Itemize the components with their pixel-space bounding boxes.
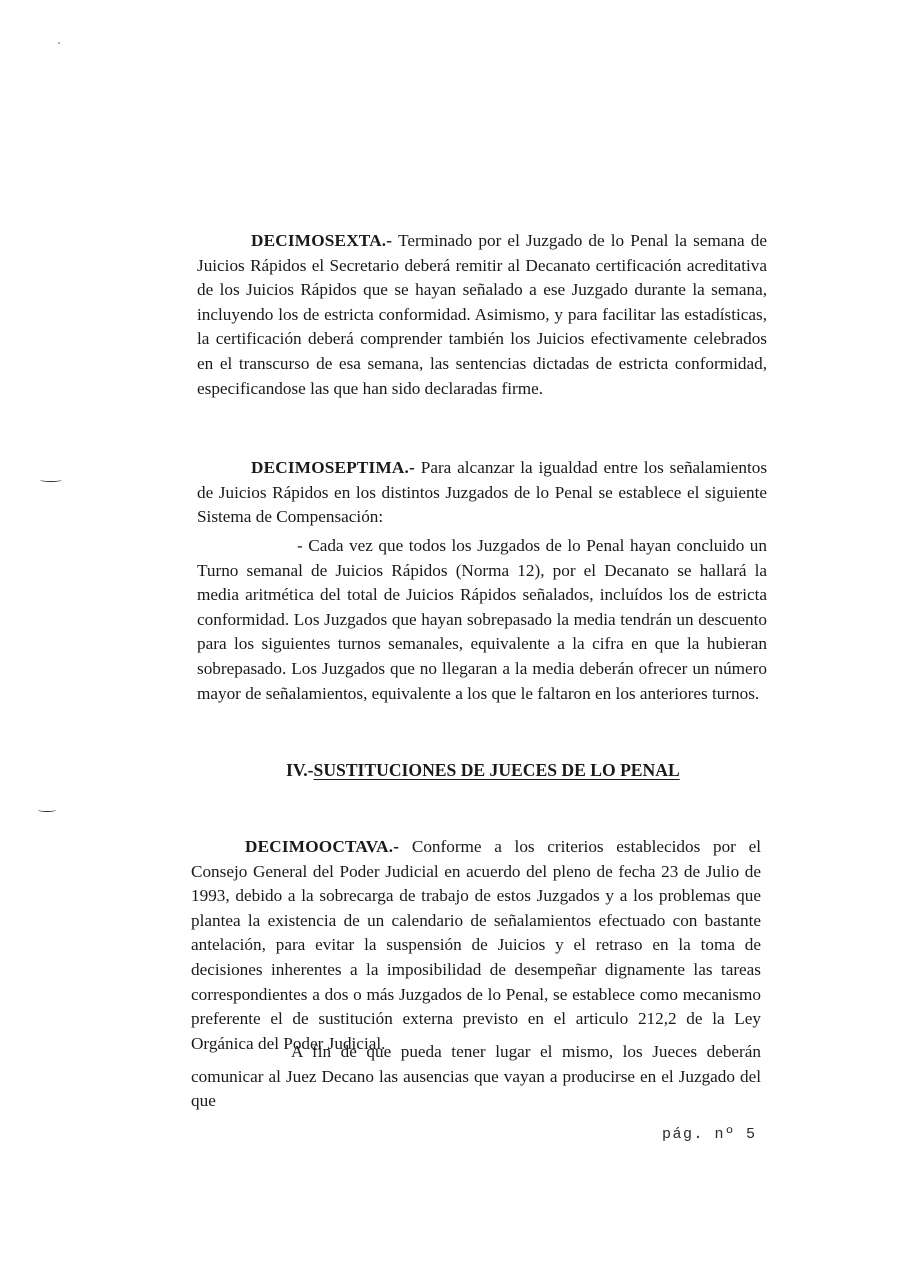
scan-mark [38, 808, 56, 812]
section-title-text: SUSTITUCIONES DE JUECES DE LO PENAL [313, 760, 680, 780]
clause-decimooctava-continuation [191, 1040, 761, 1114]
section-number: IV.- [286, 760, 314, 780]
clause-decimoseptima [197, 456, 767, 530]
clause-continuation-text: A fin de que pueda tener lugar el mismo, los Jueces deberán comunicar al Juez Decano las ausencias que vayan a producirse en el Juzgado del que [191, 1042, 761, 1111]
clause-decimooctava [191, 835, 761, 1056]
clause-text: Conforme a los criterios establecidos por el Consejo General del Poder Judicial en acuerdo del pleno de fecha 23 de Julio de 1993, debido a la sobrecarga de trabajo de estos Juzgados y a los problemas que plantea la existencia de un calendario de señalamientos efectuado con bastante antelación, para evitar la suspensión de Juicios y el retraso en la toma de decisiones inherentes a la imposibilidad de desempeñar dignamente las tareas correspondientes a dos o más Juzgados de lo Penal, se establece como mecanismo preferente el de sustitución externa previsto en el articulo 212,2 de la Ley Orgánica del Poder Judicial. [191, 837, 761, 1053]
scan-mark [40, 478, 62, 482]
scan-speck [58, 42, 60, 44]
clause-decimoseptima-item [197, 534, 767, 706]
clause-text: Para alcanzar la igualdad entre los señalamientos de Juicios Rápidos en los distintos Juzgados de lo Penal se establece el siguiente Sistema de Compensación: [197, 458, 768, 527]
clause-decimosexta [197, 229, 767, 401]
clause-item-text: - Cada vez que todos los Juzgados de lo Penal hayan concluido un Turno semanal de Juicios Rápidos (Norma 12), por el Decanato se hallará la media aritmética del total de Juicios Rápidos señalados, incluídos los de estricta conformidad. Los Juzgados que hayan sobrepasado la media tendrán un descuento para los siguientes turnos semanales, equivalente a la cifra en que la hubieran sobrepasado. Los Juzgados que no llegaran a la media deberán ofrecer un número mayor de señalamientos, equivalente a los que le faltaron en los anteriores turnos. [197, 536, 767, 703]
clause-heading: DECIMOSEPTIMA.- [251, 458, 415, 477]
clause-heading: DECIMOOCTAVA.- [245, 837, 400, 856]
section-title [286, 760, 680, 781]
clause-heading: DECIMOSEXTA.- [251, 231, 393, 250]
page-number: pág. nº 5 [662, 1126, 757, 1143]
clause-text: Terminado por el Juzgado de lo Penal la semana de Juicios Rápidos el Secretario deberá remitir al Decanato certificación acreditativa de los Juicios Rápidos que se hayan señalado a ese Juzgado durante la semana, incluyendo los de estricta conformidad. Asimismo, y para facilitar las estadísticas, la certificación deberá comprender también los Juicios efectivamente celebrados en el transcurso de esa semana, las sentencias dictadas de estricta conformidad, especificandose las que han sido declaradas firme. [197, 231, 767, 398]
